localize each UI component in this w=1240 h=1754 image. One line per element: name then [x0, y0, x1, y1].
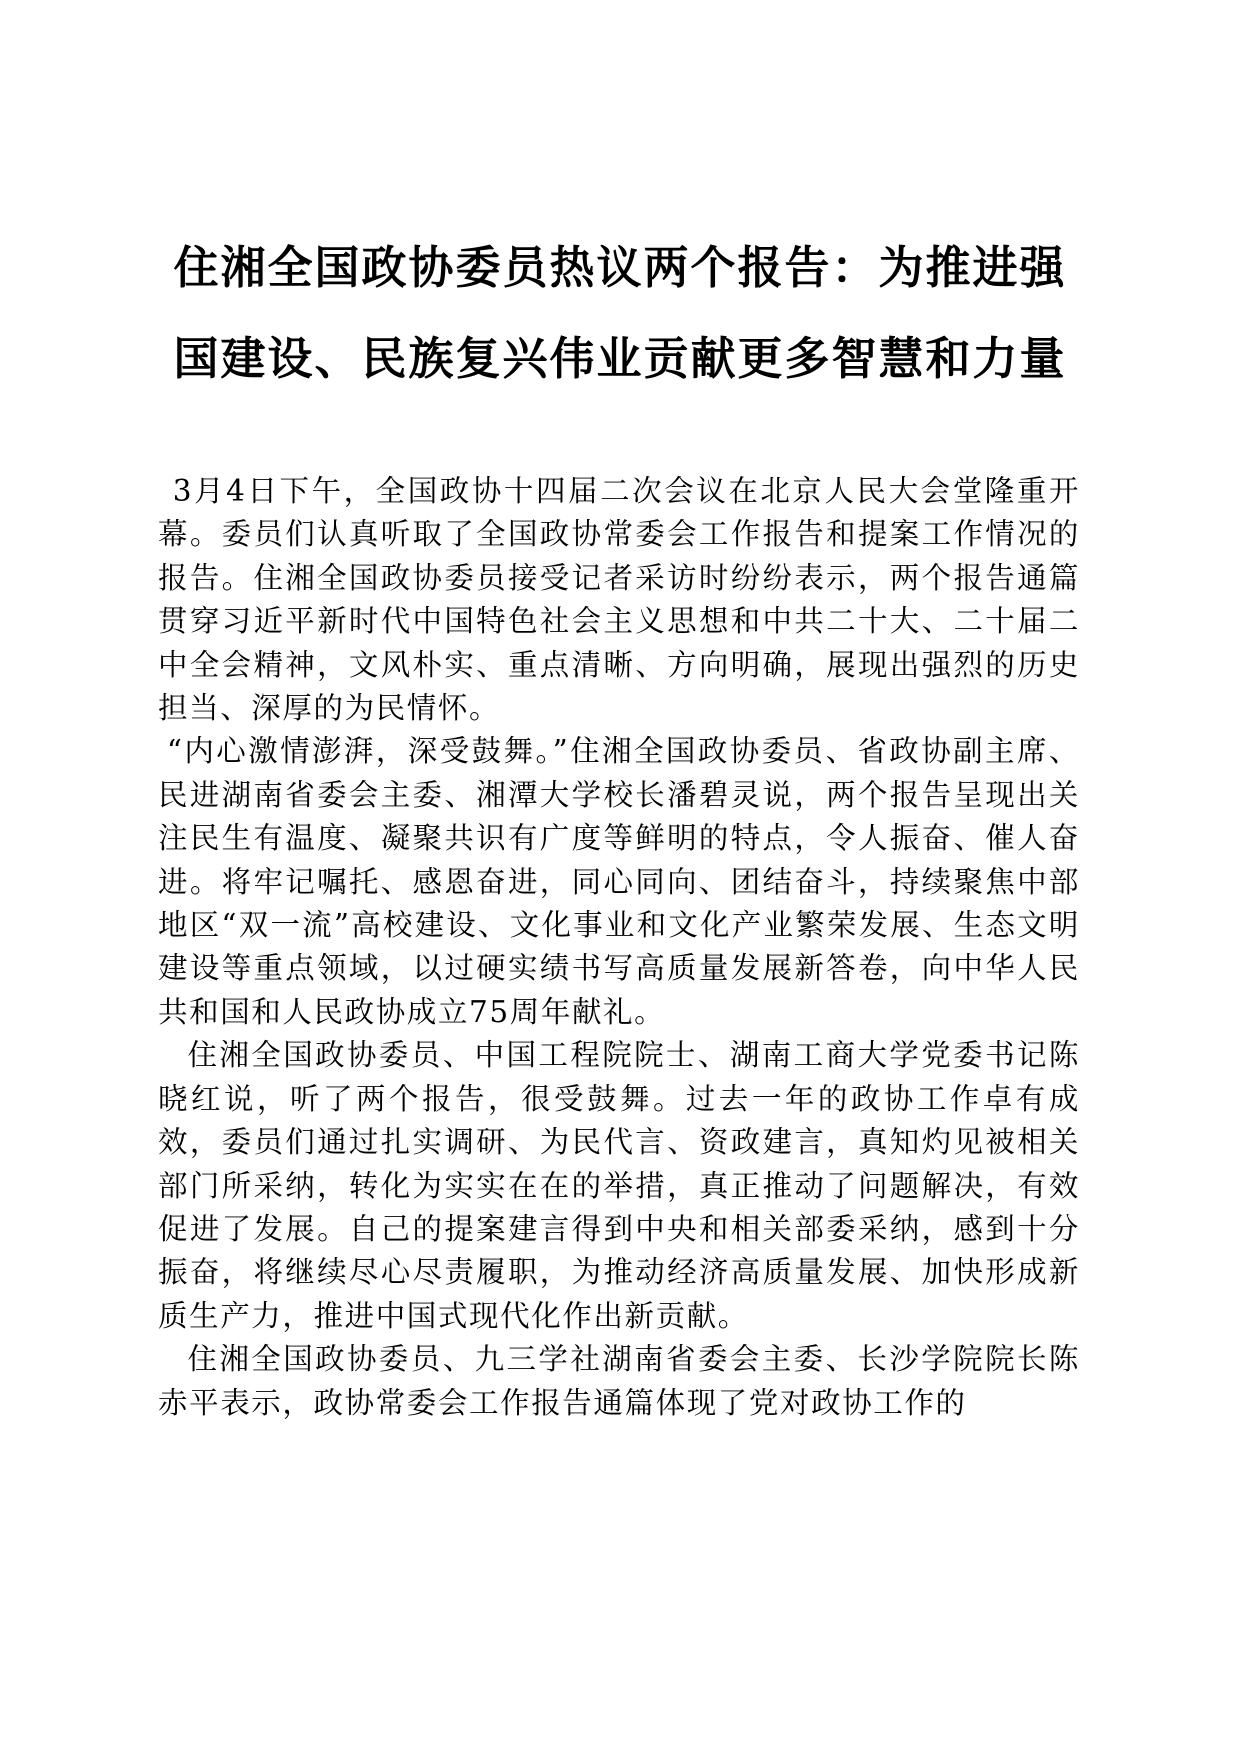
paragraph-4: 住湘全国政协委员、九三学社湖南省委会主委、长沙学院院长陈赤平表示，政协常委会工作报告通篇体现了党对政协工作的 [158, 1342, 1080, 1420]
article-title [120, 222, 1120, 404]
title-line-2: 国建设、民族复兴伟业贡献更多智慧和力量 [173, 332, 1067, 385]
paragraph-3: 住湘全国政协委员、中国工程院院士、湖南工商大学党委书记陈晓红说，听了两个报告，很受鼓舞。过去一年的政协工作卓有成效，委员们通过扎实调研、为民代言、资政建言，真知灼见被相关部门所采纳，转化为实实在在的举措，真正推动了问题解决，有效促进了发展。自己的提案建言得到中央和相关部委采纳，感到十分振奋，将继续尽心尽责履职，为推动经济高质量发展、加快形成新质生产力，推进中国式现代化作出新贡献。 [158, 1038, 1080, 1333]
article-body [158, 470, 1080, 1425]
title-line-1: 住湘全国政协委员热议两个报告：为推进强 [173, 241, 1067, 294]
paragraph-2: “内心激情澎湃，深受鼓舞。”住湘全国政协委员、省政协副主席、民进湖南省委会主委、湘潭大学校长潘碧灵说，两个报告呈现出关注民生有温度、凝聚共识有广度等鲜明的特点，令人振奋、催人奋进。将牢记嘱托、感恩奋进，同心同向、团结奋斗，持续聚焦中部地区“双一流”高校建设、文化事业和文化产业繁荣发展、生态文明建设等重点领域，以过硬实绩书写高质量发展新答卷，向中华人民共和国和人民政协成立75周年献礼。 [158, 734, 1080, 1029]
paragraph-1: 3月4日下午，全国政协十四届二次会议在北京人民大会堂隆重开幕。委员们认真听取了全国政协常委会工作报告和提案工作情况的报告。住湘全国政协委员接受记者采访时纷纷表示，两个报告通篇贯穿习近平新时代中国特色社会主义思想和中共二十大、二十届二中全会精神，文风朴实、重点清晰、方向明确，展现出强烈的历史担当、深厚的为民情怀。 [158, 474, 1080, 726]
